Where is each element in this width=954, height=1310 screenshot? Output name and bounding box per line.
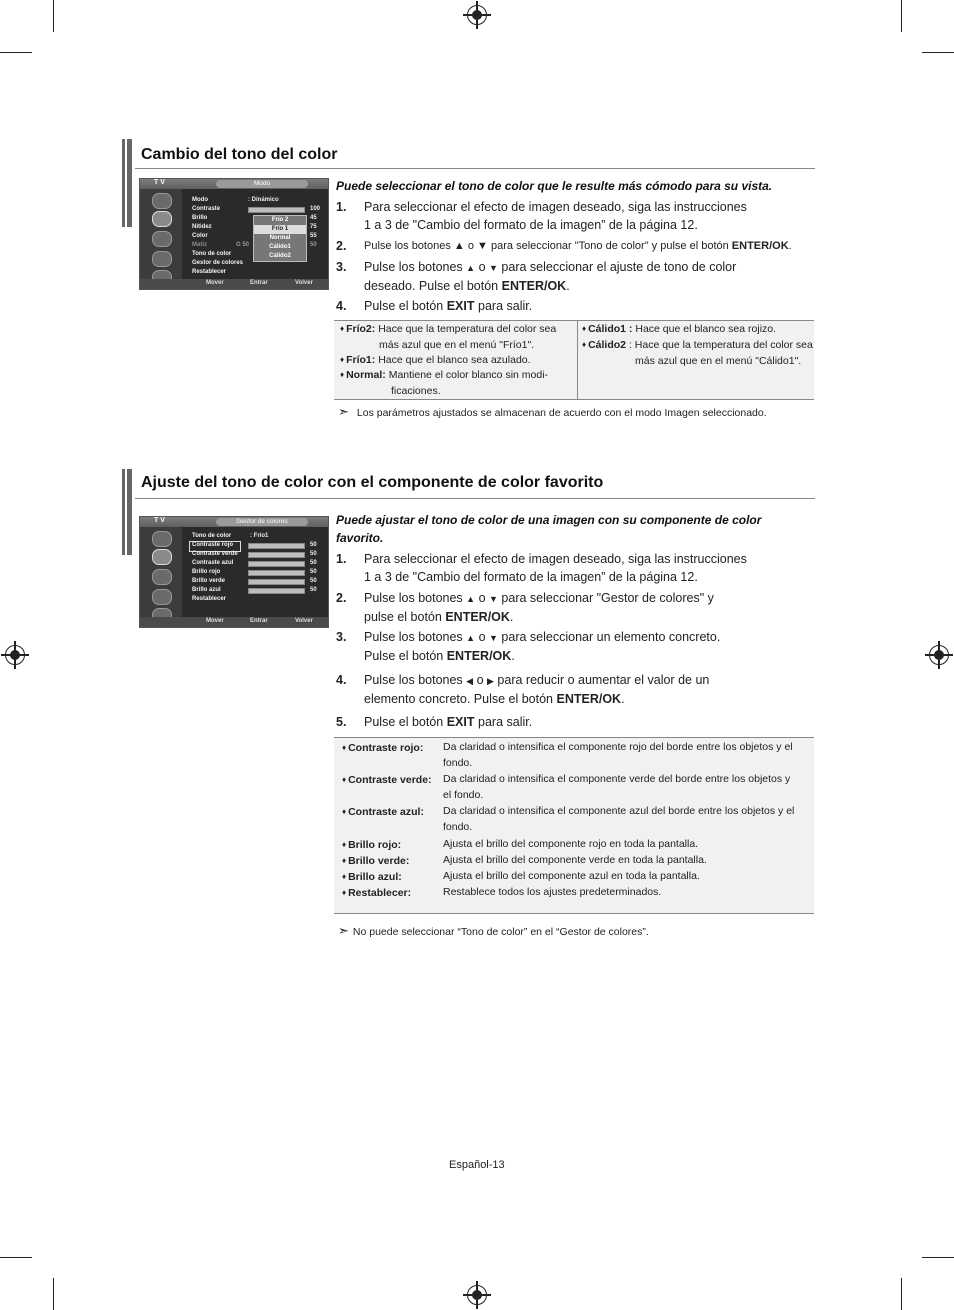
registration-mark-icon <box>5 645 25 665</box>
option-contraste-azul: ♦ Contraste azul: Da claridad o intensifica el componente azul del borde entre los objetos y el fondo. <box>342 805 795 833</box>
tv-label: T V <box>154 517 165 524</box>
menu-value: 50 <box>310 242 317 248</box>
option-brillo-rojo: ♦ Brillo rojo: Ajusta el brillo del componente rojo en toda la pantalla. <box>342 838 699 851</box>
menu-value: 75 <box>310 224 317 230</box>
dropdown-option[interactable]: Frío 2 <box>271 217 289 223</box>
step-1: 1. Para seleccionar el efecto de imagen deseado, siga las instrucciones 1 a 3 de "Cambio del formato de la imagen” de la página 12. <box>336 552 747 584</box>
menu-row[interactable]: Contraste azul <box>192 560 234 566</box>
slider-bar[interactable] <box>248 570 305 576</box>
crop-mark <box>922 1257 954 1258</box>
slider-bar[interactable] <box>248 588 305 594</box>
menu-value: 50 <box>310 587 317 593</box>
menu-row[interactable]: Brillo rojo <box>192 569 221 575</box>
dropdown-option[interactable]: Normal <box>269 235 291 241</box>
menu-row[interactable]: Nitidez <box>192 224 212 230</box>
option-restablecer: ♦ Restablecer: Restablece todos los ajustes predeterminados. <box>342 886 662 899</box>
channel-icon <box>152 251 172 267</box>
menu-value: 50 <box>310 542 317 548</box>
picture-icon <box>152 549 172 565</box>
crop-mark <box>53 0 54 32</box>
menu-row[interactable]: Color <box>192 233 208 239</box>
option-calido1: ♦ Cálido1 : Hace que el blanco sea rojizo. <box>582 323 777 335</box>
menu-row[interactable]: Restablecer <box>192 269 227 275</box>
step-2: 2. Pulse los botones ▲ o ▼ para seleccionar "Tono de color" y pulse el botón ENTER/OK. <box>336 239 792 253</box>
menu-header: Modo <box>216 180 308 188</box>
up-arrow-icon: ▲ <box>453 240 465 252</box>
crop-mark <box>53 1278 54 1310</box>
slider-bar[interactable] <box>248 579 305 585</box>
registration-mark-icon <box>467 5 487 25</box>
menu-value: G 50 <box>236 242 250 248</box>
down-arrow-icon: ▼ <box>489 633 498 643</box>
down-arrow-icon: ▼ <box>489 594 498 604</box>
menu-row[interactable]: Brillo verde <box>192 578 226 584</box>
right-arrow-icon: ▶ <box>487 676 494 686</box>
menu-row[interactable]: Brillo <box>192 215 208 221</box>
slider-bar[interactable] <box>248 207 305 213</box>
option-normal: ♦ Normal: Mantiene el color blanco sin modi- ficaciones. <box>340 369 549 397</box>
slider-bar[interactable] <box>248 552 305 558</box>
page-number: Español-13 <box>449 1159 505 1171</box>
option-calido2: ♦ Cálido2 : Hace que la temperatura del color sea más azul que en el menú "Cálido1". <box>582 339 813 367</box>
antenna-icon <box>152 193 172 209</box>
title-rule <box>135 498 815 499</box>
move-hint: Mover <box>206 280 224 286</box>
note: ➣ Los parámetros ajustados se almacenan de acuerdo con el modo Imagen seleccionado. <box>338 404 767 419</box>
tv-menu-screen <box>139 516 329 628</box>
menu-value: 100 <box>310 206 321 212</box>
slider-bar[interactable] <box>248 561 305 567</box>
registration-mark-icon <box>929 645 949 665</box>
menu-value: 45 <box>310 215 317 221</box>
left-arrow-icon: ◀ <box>466 676 474 686</box>
step-2: 2. Pulse los botones ▲ o ▼ para seleccionar "Gestor de colores" y pulse el botón ENTER/OK. <box>336 591 714 624</box>
step-1: 1. Para seleccionar el efecto de imagen deseado, siga las instrucciones 1 a 3 de "Cambio del formato de la imagen” de la página 12. <box>336 200 747 232</box>
option-brillo-azul: ♦ Brillo azul: Ajusta el brillo del componente azul en toda la pantalla. <box>342 870 700 883</box>
menu-value: : Frío1 <box>250 533 269 539</box>
antenna-icon <box>152 531 172 547</box>
section-marker <box>122 469 132 555</box>
option-frio2: ♦ Frío2: Hace que la temperatura del color sea más azul que en el menú "Frío1". <box>340 323 557 351</box>
up-arrow-icon: ▲ <box>466 633 476 643</box>
step-4: 4. Pulse los botones ◀ o ▶ para reducir o aumentar el valor de un elemento concreto. Pulse el botón ENTER/OK. <box>336 673 710 706</box>
note-arrow-icon: ➣ <box>338 404 349 419</box>
section-title: Ajuste del tono de color con el componente de color favorito <box>141 474 604 491</box>
step-5: 5. Pulse el botón EXIT para salir. <box>336 715 533 729</box>
step-3: 3. Pulse los botones ▲ o ▼ para seleccionar el ajuste de tono de color deseado. Pulse el botón ENTER/OK. <box>336 260 737 293</box>
enter-hint: Entrar <box>250 280 268 286</box>
menu-value: 50 <box>310 578 317 584</box>
section-intro: Puede seleccionar el tono de color que le resulte más cómodo para su vista. <box>336 179 773 193</box>
menu-row[interactable]: Contraste <box>192 206 221 212</box>
menu-row[interactable]: Tono de color <box>192 533 232 539</box>
crop-mark <box>901 1278 902 1310</box>
menu-value: : Dinámico <box>248 197 279 203</box>
step-3: 3. Pulse los botones ▲ o ▼ para seleccionar un elemento concreto. Pulse el botón ENTER/OK. <box>336 630 721 663</box>
option-contraste-rojo: ♦ Contraste rojo: Da claridad o intensifica el componente rojo del borde entre los objetos y el fondo. <box>342 741 793 769</box>
sound-icon <box>152 231 172 247</box>
section-intro: Puede ajustar el tono de color de una imagen con su componente de color favorito. <box>336 513 762 545</box>
menu-header: Gestor de colores <box>216 518 308 526</box>
down-arrow-icon: ▼ <box>489 263 498 273</box>
picture-icon <box>152 211 172 227</box>
menu-row[interactable]: Matiz <box>192 242 207 248</box>
crop-mark <box>0 1257 32 1258</box>
section-title: Cambio del tono del color <box>141 146 338 163</box>
dropdown-option-selected[interactable]: Frío 1 <box>254 225 306 234</box>
back-hint: Volver <box>295 618 313 624</box>
up-arrow-icon: ▲ <box>466 263 476 273</box>
sound-icon <box>152 569 172 585</box>
move-hint: Mover <box>206 618 224 624</box>
note: ➣ No puede seleccionar “Tono de color” en el “Gestor de colores”. <box>338 923 649 938</box>
note-arrow-icon: ➣ <box>338 923 349 938</box>
down-arrow-icon: ▼ <box>477 240 488 252</box>
slider-bar[interactable] <box>248 543 305 549</box>
crop-mark <box>901 0 902 32</box>
box-divider <box>577 321 578 399</box>
menu-value: 50 <box>310 551 317 557</box>
tv-menu-screen <box>139 178 329 290</box>
menu-value: 50 <box>310 569 317 575</box>
up-arrow-icon: ▲ <box>466 594 476 604</box>
tv-label: T V <box>154 179 165 186</box>
menu-row[interactable]: Gestor de colores <box>192 260 244 266</box>
color-tone-dropdown[interactable] <box>253 215 307 262</box>
dropdown-option[interactable]: Cálido1 <box>269 244 291 250</box>
back-hint: Volver <box>295 280 313 286</box>
menu-row[interactable]: Contraste verde <box>192 551 238 557</box>
crop-mark <box>0 52 32 53</box>
option-brillo-verde: ♦ Brillo verde: Ajusta el brillo del componente verde en toda la pantalla. <box>342 854 707 867</box>
channel-icon <box>152 589 172 605</box>
step-4: 4. Pulse el botón EXIT para salir. <box>336 299 533 313</box>
registration-mark-icon <box>467 1285 487 1305</box>
menu-row[interactable]: Contraste rojo <box>192 542 234 548</box>
menu-value: 50 <box>310 560 317 566</box>
menu-row[interactable]: Restablecer <box>192 596 227 602</box>
menu-row[interactable]: Brillo azul <box>192 587 221 593</box>
menu-row[interactable]: Modo <box>192 197 208 203</box>
title-rule <box>135 168 815 169</box>
section-marker <box>122 139 132 227</box>
dropdown-option[interactable]: Cálido2 <box>269 253 291 259</box>
option-contraste-verde: ♦ Contraste verde: Da claridad o intensifica el componente verde del borde entre los objetos y el fondo. <box>342 773 791 801</box>
enter-hint: Entrar <box>250 618 268 624</box>
crop-mark <box>922 52 954 53</box>
menu-row[interactable]: Tono de color <box>192 251 232 257</box>
menu-value: 55 <box>310 233 317 239</box>
option-frio1: ♦ Frío1: Hace que el blanco sea azulado. <box>340 354 531 366</box>
